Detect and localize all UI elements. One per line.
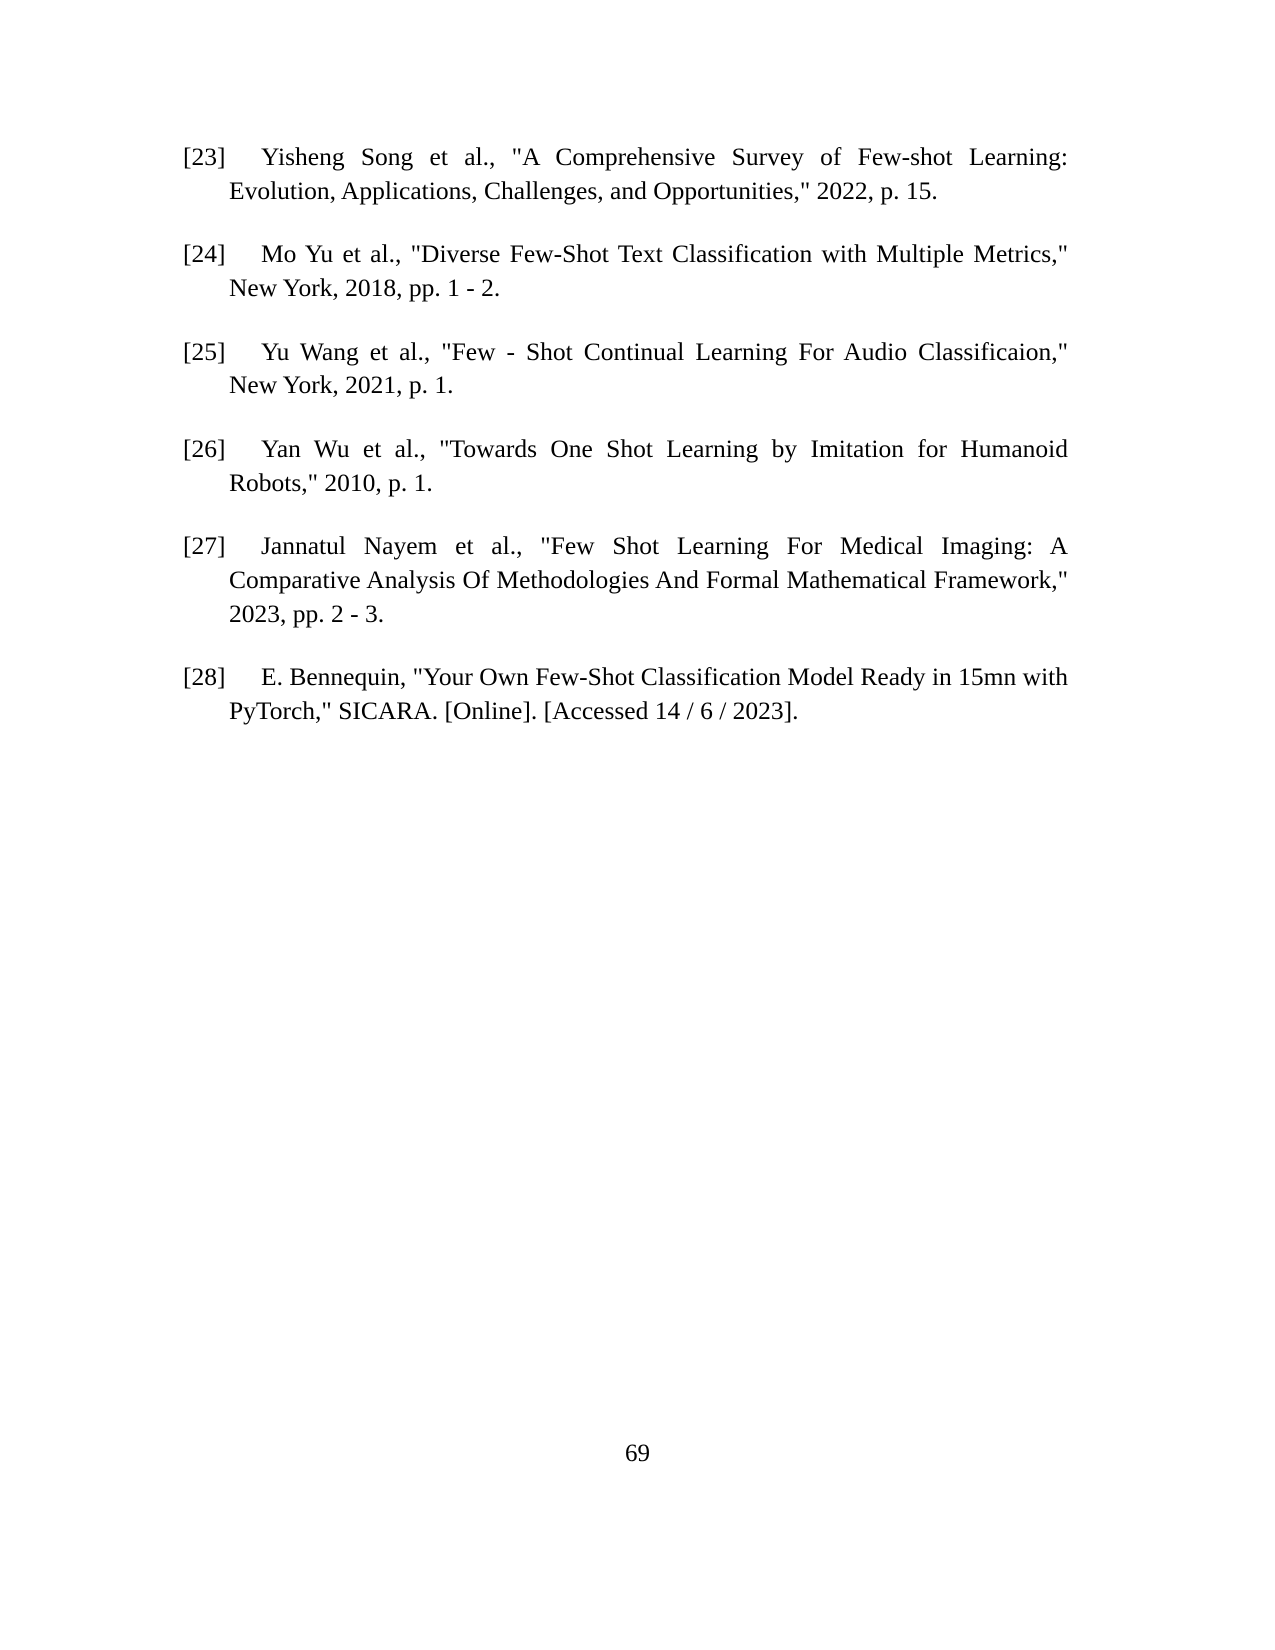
reference-number: [28] [183, 662, 226, 692]
reference-text: Mo Yu et al., "Diverse Few-Shot Text Classification with Multiple Metrics," New York, 2018, pp. 1 - 2. [229, 239, 1068, 302]
reference-number: [24] [183, 239, 226, 269]
reference-number: [27] [183, 531, 226, 561]
references-list [183, 140, 1068, 728]
reference-item [183, 140, 1068, 207]
reference-text: Yan Wu et al., "Towards One Shot Learning by Imitation for Humanoid Robots," 2010, p. 1. [229, 433, 1068, 497]
reference-item [183, 432, 1068, 499]
reference-number: [26] [183, 433, 226, 463]
reference-text: Yisheng Song et al., "A Comprehensive Survey of Few-shot Learning: Evolution, Applications, Challenges, and Opportunities," 2022, p. 15. [229, 142, 1068, 205]
reference-item [183, 529, 1068, 630]
reference-item [183, 237, 1068, 304]
reference-text: E. Bennequin, "Your Own Few-Shot Classification Model Ready in 15mn with PyTorch," SICARA. [Online]. [Accessed 14 / 6 / 2023]. [229, 662, 1068, 725]
reference-text: Jannatul Nayem et al., "Few Shot Learning For Medical Imaging: A Comparative Analysis Of Methodologies And Formal Mathematical Framework," 2023, pp. 2 - 3. [229, 531, 1068, 628]
reference-item [183, 335, 1068, 402]
reference-text: Yu Wang et al., "Few - Shot Continual Learning For Audio Classificaion," New York, 2021, p. 1. [229, 336, 1068, 400]
reference-item [183, 660, 1068, 727]
reference-number: [25] [183, 336, 226, 366]
page-number: 69 [625, 1440, 650, 1467]
reference-number: [23] [183, 142, 226, 171]
